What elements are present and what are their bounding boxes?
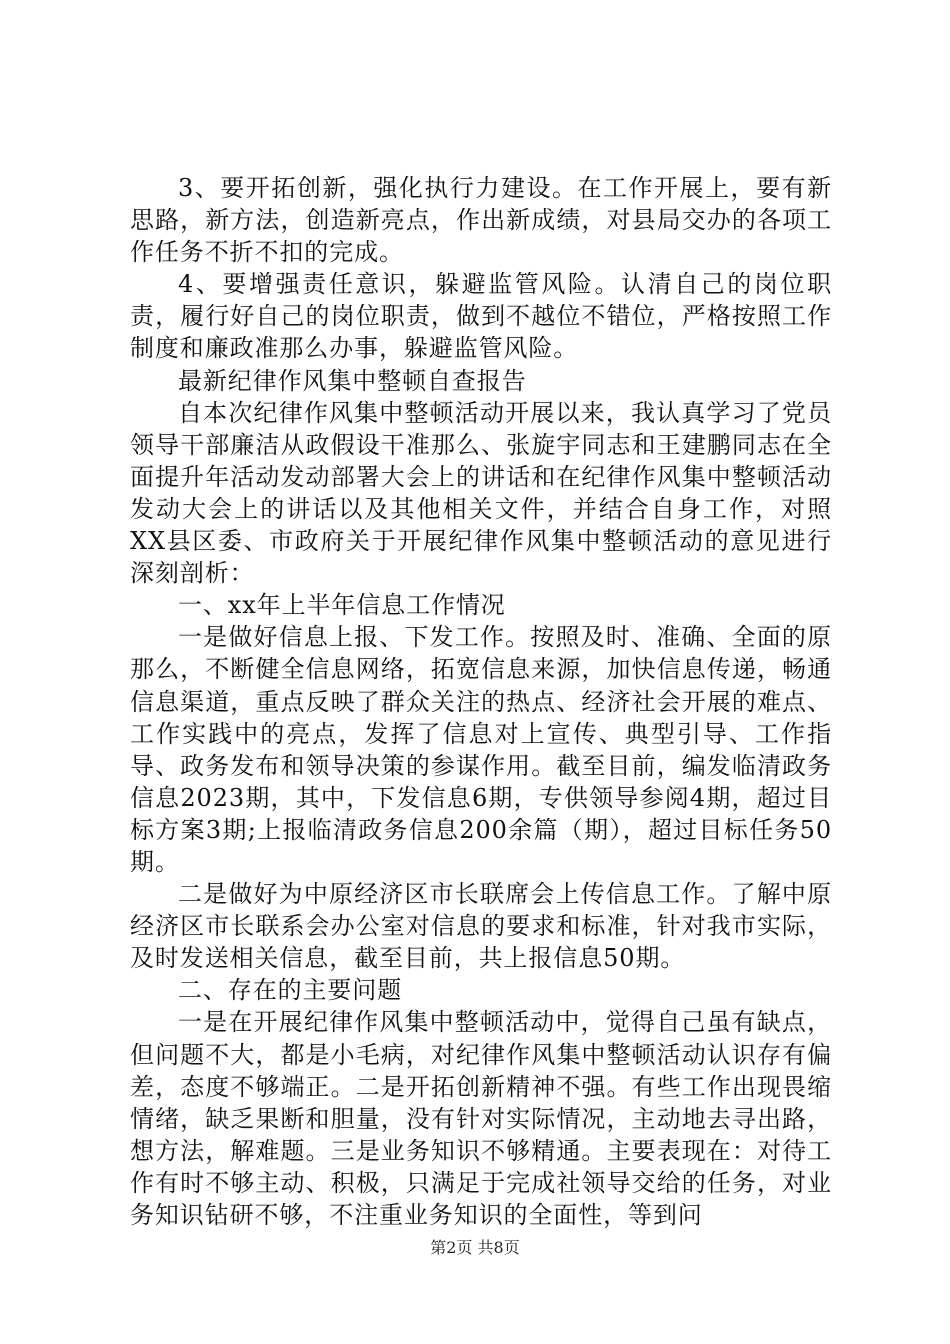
paragraph-item-3: 3、要开拓创新，强化执行力建设。在工作开展上，要有新思路，新方法，创造新亮点，作出新成绩，对县局交办的各项工作任务不折不扣的完成。 [130, 174, 832, 267]
report-title: 最新纪律作风集中整顿自查报告 [178, 366, 527, 395]
section-heading-2: 二、存在的主要问题 [178, 976, 403, 1005]
paragraph-mayor-conference: 二是做好为中原经济区市长联席会上传信息工作。了解中原经济区市长联系会办公室对信息的要求和标准，针对我市实际，及时发送相关信息，截至目前，共上报信息50期。 [130, 880, 832, 973]
paragraph-problems: 一是在开展纪律作风集中整顿活动中，觉得自己虽有缺点，但问题不大，都是小毛病，对纪律作风集中整顿活动认识存有偏差，态度不够端正。二是开拓创新精神不强。有些工作出现畏缩情绪，缺乏果断和胆量，没有针对实际情况，主动地去寻出路，想方法，解难题。三是业务知识不够精通。主要表现在：对待工作有时不够主动、积极，只满足于完成社领导交给的任务，对业务知识钻研不够，不注重业务知识的全面性，等到问 [130, 1008, 832, 1229]
paragraph-intro: 自本次纪律作风集中整顿活动开展以来，我认真学习了党员领导干部廉洁从政假设干准那么、张旋宇同志和王建鹏同志在全面提升年活动发动部署大会上的讲话和在纪律作风集中整顿活动发动大会上的讲话以及其他相关文件，并结合自身工作，对照XX县区委、市政府关于开展纪律作风集中整顿活动的意见进行深刻剖析： [130, 398, 832, 588]
section-heading-1: 一、xx年上半年信息工作情况 [178, 591, 506, 620]
document-body [130, 172, 832, 1231]
page-number: 第2页 共8页 [430, 1238, 520, 1257]
paragraph-item-4: 4、要增强责任意识，躲避监管风险。认清自己的岗位职责，履行好自己的岗位职责，做到不越位不错位，严格按照工作制度和廉政准那么办事，躲避监管风险。 [130, 270, 832, 363]
page-footer [0, 1238, 950, 1258]
paragraph-info-reporting: 一是做好信息上报、下发工作。按照及时、准确、全面的原那么，不断健全信息网络，拓宽信息来源，加快信息传递，畅通信息渠道，重点反映了群众关注的热点、经济社会开展的难点、工作实践中的亮点，发挥了信息对上宣传、典型引导、工作指导、政务发布和领导决策的参谋作用。截至目前，编发临清政务信息2023期，其中，下发信息6期，专供领导参阅4期，超过目标方案3期;上报临清政务信息200余篇（期），超过目标任务50期。 [130, 623, 832, 876]
